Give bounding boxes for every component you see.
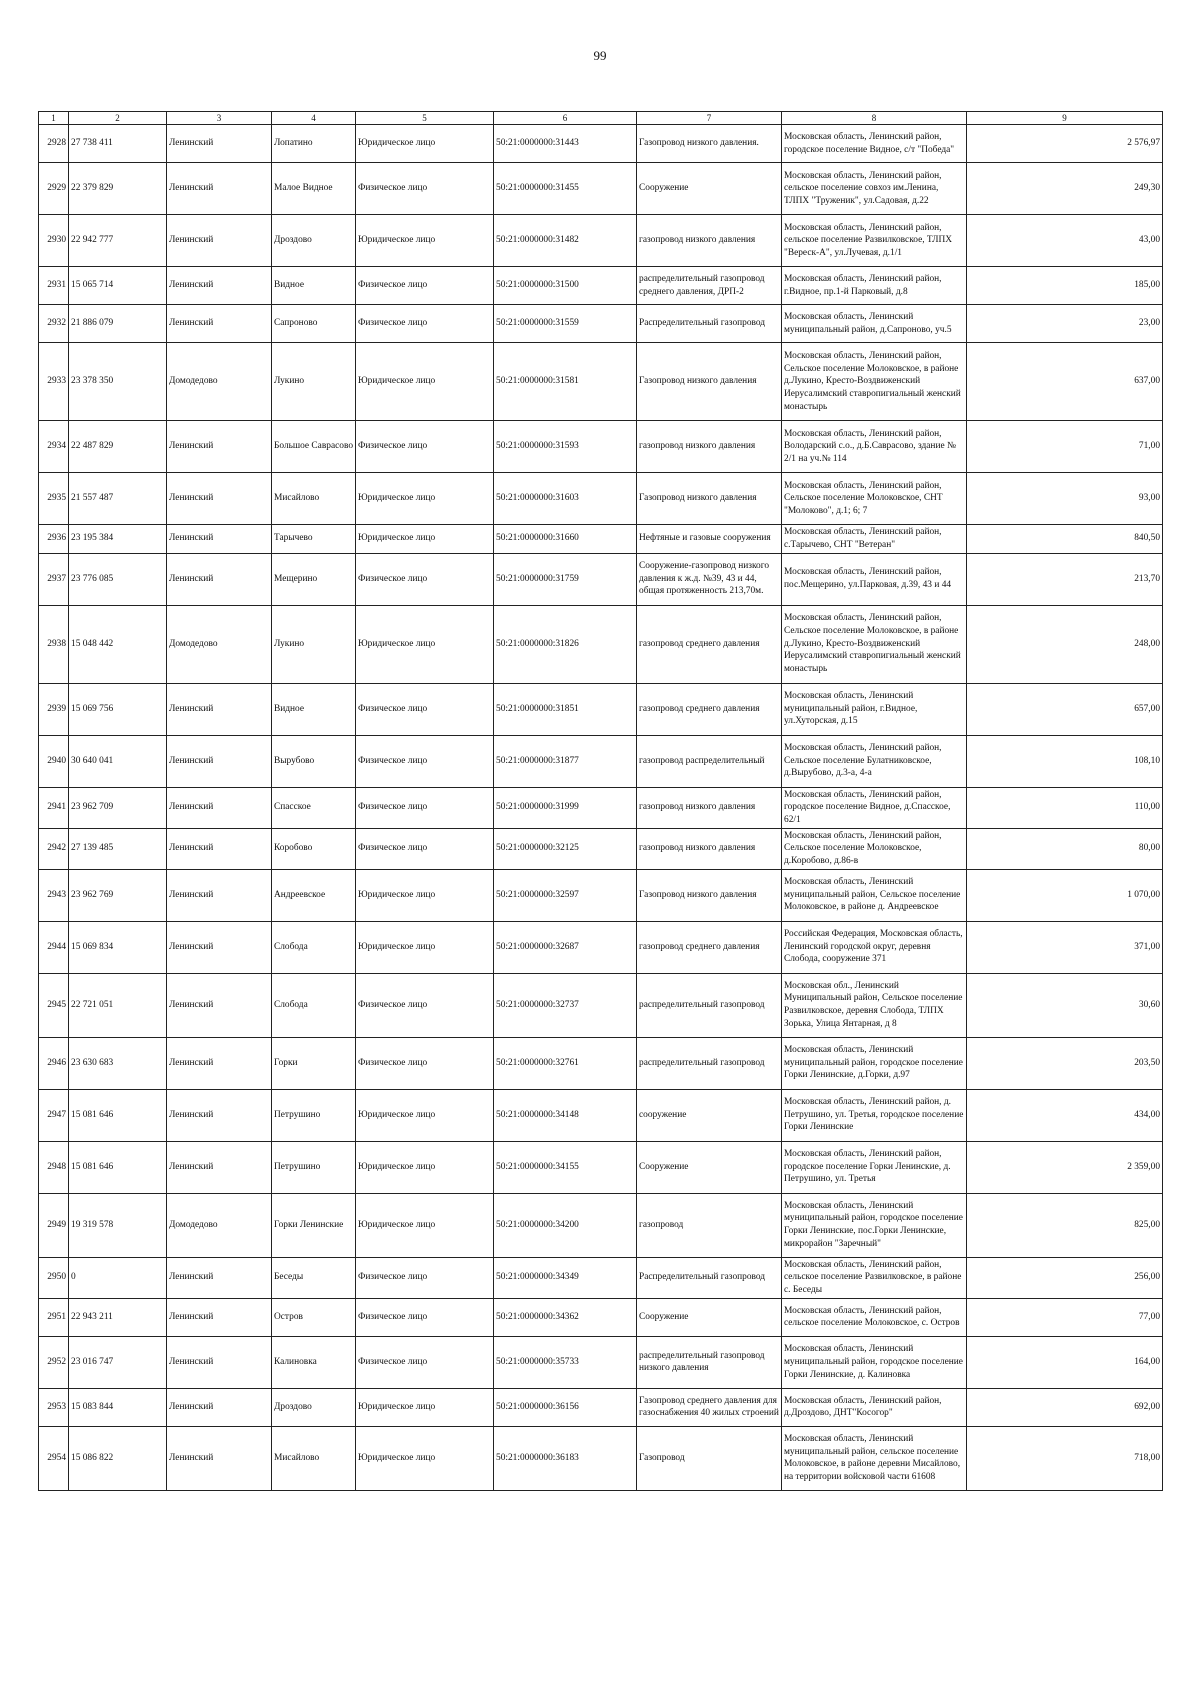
address-cell: Московская область, Ленинский район, г.Видное, пр.1-й Парковый, д.8 [782,267,967,305]
owner-type-cell: Физическое лицо [356,163,494,215]
table-row [39,1193,1163,1257]
row-number-cell: 2947 [39,1089,69,1141]
owner-type-cell: Физическое лицо [356,973,494,1037]
owner-type-cell: Юридическое лицо [356,605,494,683]
table-row [39,473,1163,525]
district-cell: Ленинский [167,683,272,735]
table-row [39,683,1163,735]
owner-type-cell: Юридическое лицо [356,473,494,525]
locality-cell: Коробово [272,828,356,869]
locality-cell: Беседы [272,1257,356,1298]
code-cell: 21 557 487 [69,473,167,525]
owner-type-cell: Юридическое лицо [356,1193,494,1257]
table-row [39,1426,1163,1490]
address-cell: Московская обл., Ленинский Муниципальный район, Сельское поселение Развилковское, деревня Слобода, ТЛПХ Зорька, Улица Янтарная, д 8 [782,973,967,1037]
code-cell: 22 379 829 [69,163,167,215]
cadastral-number-cell: 50:21:0000000:32125 [494,828,637,869]
object-type-cell: Сооружение [637,163,782,215]
area-cell: 213,70 [967,553,1163,605]
area-cell: 248,00 [967,605,1163,683]
table-row [39,525,1163,553]
cadastral-number-cell: 50:21:0000000:31999 [494,787,637,828]
locality-cell: Горки [272,1037,356,1089]
area-cell: 30,60 [967,973,1163,1037]
district-cell: Ленинский [167,305,272,343]
object-type-cell: распределительный газопровод среднего давления, ДРП-2 [637,267,782,305]
row-number-cell: 2949 [39,1193,69,1257]
column-header-5: 5 [356,112,494,125]
table-row [39,305,1163,343]
cadastral-number-cell: 50:21:0000000:31455 [494,163,637,215]
address-cell: Московская область, Ленинский район, городское поселение Видное, с/т "Победа" [782,125,967,163]
table-row [39,869,1163,921]
row-number-cell: 2946 [39,1037,69,1089]
district-cell: Ленинский [167,921,272,973]
code-cell: 15 048 442 [69,605,167,683]
address-cell: Московская область, Ленинский район, Сельское поселение Молоковское, СНТ "Молоково", д.1; 6; 7 [782,473,967,525]
cadastral-number-cell: 50:21:0000000:31482 [494,215,637,267]
row-number-cell: 2944 [39,921,69,973]
address-cell: Московская область, Ленинский муниципальный район, Сельское поселение Молоковское, в районе д. Андреевское [782,869,967,921]
district-cell: Ленинский [167,125,272,163]
district-cell: Ленинский [167,1388,272,1426]
district-cell: Ленинский [167,1037,272,1089]
row-number-cell: 2936 [39,525,69,553]
object-type-cell: Газопровод среднего давления для газоснабжения 40 жилых строений [637,1388,782,1426]
object-type-cell: Газопровод низкого давления [637,869,782,921]
owner-type-cell: Физическое лицо [356,828,494,869]
owner-type-cell: Физическое лицо [356,553,494,605]
cadastral-number-cell: 50:21:0000000:31443 [494,125,637,163]
owner-type-cell: Физическое лицо [356,305,494,343]
area-cell: 249,30 [967,163,1163,215]
locality-cell: Видное [272,267,356,305]
address-cell: Московская область, Ленинский район, сельское поселение Развилковское, в районе с. Беседы [782,1257,967,1298]
code-cell: 15 069 834 [69,921,167,973]
table-row [39,921,1163,973]
locality-cell: Лукино [272,343,356,421]
owner-type-cell: Юридическое лицо [356,125,494,163]
address-cell: Московская область, Ленинский муниципальный район, г.Видное, ул.Хуторская, д.15 [782,683,967,735]
row-number-cell: 2935 [39,473,69,525]
district-cell: Ленинский [167,1089,272,1141]
cadastral-number-cell: 50:21:0000000:31593 [494,421,637,473]
locality-cell: Слобода [272,921,356,973]
row-number-cell: 2943 [39,869,69,921]
object-type-cell: газопровод среднего давления [637,683,782,735]
row-number-cell: 2928 [39,125,69,163]
address-cell: Московская область, Ленинский район, сельское поселение совхоз им.Ленина, ТЛПХ "Труженик", ул.Садовая, д.22 [782,163,967,215]
locality-cell: Лопатино [272,125,356,163]
cadastral-number-cell: 50:21:0000000:31759 [494,553,637,605]
row-number-cell: 2942 [39,828,69,869]
cadastral-number-cell: 50:21:0000000:34362 [494,1298,637,1336]
row-number-cell: 2954 [39,1426,69,1490]
row-number-cell: 2938 [39,605,69,683]
row-number-cell: 2948 [39,1141,69,1193]
code-cell: 23 378 350 [69,343,167,421]
district-cell: Ленинский [167,525,272,553]
row-number-cell: 2932 [39,305,69,343]
locality-cell: Малое Видное [272,163,356,215]
row-number-cell: 2930 [39,215,69,267]
locality-cell: Сапроново [272,305,356,343]
row-number-cell: 2929 [39,163,69,215]
district-cell: Ленинский [167,1141,272,1193]
locality-cell: Петрушино [272,1141,356,1193]
locality-cell: Мещерино [272,553,356,605]
page-number: 99 [593,48,607,63]
locality-cell: Дроздово [272,1388,356,1426]
cadastral-number-cell: 50:21:0000000:31826 [494,605,637,683]
locality-cell: Петрушино [272,1089,356,1141]
cadastral-number-cell: 50:21:0000000:32597 [494,869,637,921]
address-cell: Московская область, Ленинский район, Сельское поселение Молоковское, в районе д.Лукино, Кресто-Воздвиженский Иерусалимский ставропигиальный женский монастырь [782,605,967,683]
code-cell: 23 962 769 [69,869,167,921]
object-type-cell: газопровод низкого давления [637,421,782,473]
table-row [39,973,1163,1037]
column-header-1: 1 [39,112,69,125]
table-row [39,421,1163,473]
table-row [39,1089,1163,1141]
code-cell: 22 943 211 [69,1298,167,1336]
owner-type-cell: Физическое лицо [356,1336,494,1388]
address-cell: Московская область, Ленинский район, Сельское поселение Молоковское, д.Коробово, д.86-в [782,828,967,869]
locality-cell: Спасское [272,787,356,828]
locality-cell: Вырубово [272,735,356,787]
object-type-cell: Сооружение [637,1141,782,1193]
area-cell: 203,50 [967,1037,1163,1089]
address-cell: Московская область, Ленинский район, с.Тарычево, СНТ "Ветеран" [782,525,967,553]
address-cell: Московская область, Ленинский муниципальный район, сельское поселение Молоковское, в районе деревни Мисайлово, на территории войсковой части 61608 [782,1426,967,1490]
locality-cell: Тарычево [272,525,356,553]
locality-cell: Остров [272,1298,356,1336]
district-cell: Домодедово [167,343,272,421]
area-cell: 93,00 [967,473,1163,525]
area-cell: 23,00 [967,305,1163,343]
cadastral-number-cell: 50:21:0000000:36183 [494,1426,637,1490]
owner-type-cell: Юридическое лицо [356,1388,494,1426]
object-type-cell: газопровод низкого давления [637,787,782,828]
owner-type-cell: Физическое лицо [356,1037,494,1089]
cadastral-number-cell: 50:21:0000000:31559 [494,305,637,343]
district-cell: Домодедово [167,605,272,683]
row-number-cell: 2953 [39,1388,69,1426]
locality-cell: Дроздово [272,215,356,267]
owner-type-cell: Физическое лицо [356,787,494,828]
code-cell: 21 886 079 [69,305,167,343]
row-number-cell: 2940 [39,735,69,787]
code-cell: 15 081 646 [69,1141,167,1193]
cadastral-number-cell: 50:21:0000000:34349 [494,1257,637,1298]
address-cell: Московская область, Ленинский муниципальный район, д.Сапроново, уч.5 [782,305,967,343]
address-cell: Московская область, Ленинский район, сельское поселение Развилковское, ТЛПХ "Вереск-А", ул.Лучевая, д.1/1 [782,215,967,267]
locality-cell: Видное [272,683,356,735]
cadastral-number-cell: 50:21:0000000:31660 [494,525,637,553]
table-row [39,787,1163,828]
address-cell: Московская область, Ленинский район, д. Петрушино, ул. Третья, городское поселение Горки Ленинские [782,1089,967,1141]
header-row [39,112,1163,125]
area-cell: 840,50 [967,525,1163,553]
object-type-cell: газопровод среднего давления [637,605,782,683]
object-type-cell: сооружение [637,1089,782,1141]
owner-type-cell: Физическое лицо [356,683,494,735]
column-header-6: 6 [494,112,637,125]
row-number-cell: 2934 [39,421,69,473]
object-type-cell: Распределительный газопровод [637,1257,782,1298]
table-row [39,267,1163,305]
district-cell: Ленинский [167,973,272,1037]
area-cell: 80,00 [967,828,1163,869]
area-cell: 43,00 [967,215,1163,267]
table-row [39,1336,1163,1388]
area-cell: 637,00 [967,343,1163,421]
object-type-cell: газопровод низкого давления [637,828,782,869]
row-number-cell: 2937 [39,553,69,605]
area-cell: 657,00 [967,683,1163,735]
address-cell: Московская область, Ленинский район, д.Дроздово, ДНТ"Косогор" [782,1388,967,1426]
locality-cell: Калиновка [272,1336,356,1388]
owner-type-cell: Физическое лицо [356,267,494,305]
code-cell: 23 630 683 [69,1037,167,1089]
cadastral-number-cell: 50:21:0000000:31603 [494,473,637,525]
area-cell: 2 576,97 [967,125,1163,163]
object-type-cell: Газопровод низкого давления [637,343,782,421]
code-cell: 27 738 411 [69,125,167,163]
table-row [39,828,1163,869]
table-row [39,735,1163,787]
table-row [39,1388,1163,1426]
object-type-cell: распределительный газопровод [637,1037,782,1089]
code-cell: 19 319 578 [69,1193,167,1257]
district-cell: Ленинский [167,1426,272,1490]
object-type-cell: Газопровод низкого давления [637,473,782,525]
district-cell: Ленинский [167,828,272,869]
area-cell: 692,00 [967,1388,1163,1426]
object-type-cell: газопровод среднего давления [637,921,782,973]
object-type-cell: газопровод [637,1193,782,1257]
table-row [39,163,1163,215]
row-number-cell: 2939 [39,683,69,735]
area-cell: 77,00 [967,1298,1163,1336]
column-header-3: 3 [167,112,272,125]
column-header-9: 9 [967,112,1163,125]
address-cell: Московская область, Ленинский муниципальный район, городское поселение Горки Ленинские, д. Калиновка [782,1336,967,1388]
cadastral-number-cell: 50:21:0000000:31500 [494,267,637,305]
owner-type-cell: Юридическое лицо [356,1426,494,1490]
address-cell: Московская область, Ленинский муниципальный район, городское поселение Горки Ленинские, д.Горки, д.97 [782,1037,967,1089]
table-row [39,1257,1163,1298]
address-cell: Московская область, Ленинский муниципальный район, городское поселение Горки Ленинские, пос.Горки Ленинские, микрорайон "Заречный" [782,1193,967,1257]
row-number-cell: 2941 [39,787,69,828]
owner-type-cell: Юридическое лицо [356,869,494,921]
column-header-7: 7 [637,112,782,125]
cadastral-number-cell: 50:21:0000000:34148 [494,1089,637,1141]
table-row [39,1298,1163,1336]
district-cell: Ленинский [167,787,272,828]
code-cell: 23 195 384 [69,525,167,553]
owner-type-cell: Юридическое лицо [356,343,494,421]
table-row [39,215,1163,267]
locality-cell: Андреевское [272,869,356,921]
table-row [39,343,1163,421]
owner-type-cell: Юридическое лицо [356,215,494,267]
locality-cell: Мисайлово [272,473,356,525]
row-number-cell: 2952 [39,1336,69,1388]
object-type-cell: газопровод низкого давления [637,215,782,267]
code-cell: 15 081 646 [69,1089,167,1141]
area-cell: 164,00 [967,1336,1163,1388]
district-cell: Ленинский [167,421,272,473]
row-number-cell: 2945 [39,973,69,1037]
district-cell: Ленинский [167,869,272,921]
area-cell: 718,00 [967,1426,1163,1490]
code-cell: 23 776 085 [69,553,167,605]
code-cell: 15 086 822 [69,1426,167,1490]
address-cell: Московская область, Ленинский район, Сельское поселение Булатниковское, д.Вырубово, д.3-а, 4-а [782,735,967,787]
locality-cell: Лукино [272,605,356,683]
owner-type-cell: Юридическое лицо [356,525,494,553]
owner-type-cell: Физическое лицо [356,1257,494,1298]
code-cell: 15 069 756 [69,683,167,735]
address-cell: Московская область, Ленинский район, Володарский с.о., д.Б.Саврасово, здание № 2/1 на уч.№ 114 [782,421,967,473]
code-cell: 22 721 051 [69,973,167,1037]
area-cell: 71,00 [967,421,1163,473]
object-type-cell: газопровод распределительный [637,735,782,787]
locality-cell: Мисайлово [272,1426,356,1490]
locality-cell: Большое Саврасово [272,421,356,473]
area-cell: 256,00 [967,1257,1163,1298]
object-type-cell: Нефтяные и газовые сооружения [637,525,782,553]
address-cell: Московская область, Ленинский район, пос.Мещерино, ул.Парковая, д.39, 43 и 44 [782,553,967,605]
area-cell: 185,00 [967,267,1163,305]
cadastral-number-cell: 50:21:0000000:32737 [494,973,637,1037]
object-type-cell: Газопровод низкого давления. [637,125,782,163]
cadastral-number-cell: 50:21:0000000:34155 [494,1141,637,1193]
code-cell: 15 065 714 [69,267,167,305]
address-cell: Московская область, Ленинский район, Сельское поселение Молоковское, в районе д.Лукино, Кресто-Воздвиженский Иерусалимский ставропигиальный женский монастырь [782,343,967,421]
district-cell: Ленинский [167,163,272,215]
table-row [39,1037,1163,1089]
code-cell: 22 942 777 [69,215,167,267]
area-cell: 371,00 [967,921,1163,973]
area-cell: 110,00 [967,787,1163,828]
owner-type-cell: Физическое лицо [356,1298,494,1336]
district-cell: Ленинский [167,553,272,605]
cadastral-number-cell: 50:21:0000000:36156 [494,1388,637,1426]
cadastral-number-cell: 50:21:0000000:31877 [494,735,637,787]
area-cell: 825,00 [967,1193,1163,1257]
column-header-4: 4 [272,112,356,125]
district-cell: Ленинский [167,735,272,787]
cadastral-number-cell: 50:21:0000000:35733 [494,1336,637,1388]
row-number-cell: 2933 [39,343,69,421]
column-header-8: 8 [782,112,967,125]
district-cell: Ленинский [167,1298,272,1336]
table-row [39,553,1163,605]
code-cell: 22 487 829 [69,421,167,473]
district-cell: Ленинский [167,1257,272,1298]
row-number-cell: 2950 [39,1257,69,1298]
object-type-cell: Газопровод [637,1426,782,1490]
district-cell: Ленинский [167,215,272,267]
column-header-2: 2 [69,112,167,125]
area-cell: 2 359,00 [967,1141,1163,1193]
cadastral-number-cell: 50:21:0000000:34200 [494,1193,637,1257]
address-cell: Московская область, Ленинский район, городское поселение Видное, д.Спасское, 62/1 [782,787,967,828]
table-row [39,605,1163,683]
address-cell: Российская Федерация, Московская область, Ленинский городской округ, деревня Слобода, сооружение 371 [782,921,967,973]
row-number-cell: 2931 [39,267,69,305]
address-cell: Московская область, Ленинский район, городское поселение Горки Ленинские, д. Петрушино, ул. Третья [782,1141,967,1193]
district-cell: Ленинский [167,473,272,525]
cadastral-number-cell: 50:21:0000000:31851 [494,683,637,735]
district-cell: Домодедово [167,1193,272,1257]
object-type-cell: распределительный газопровод [637,973,782,1037]
owner-type-cell: Юридическое лицо [356,1089,494,1141]
table-row [39,125,1163,163]
owner-type-cell: Физическое лицо [356,735,494,787]
district-cell: Ленинский [167,267,272,305]
area-cell: 108,10 [967,735,1163,787]
row-number-cell: 2951 [39,1298,69,1336]
code-cell: 23 016 747 [69,1336,167,1388]
object-type-cell: Распределительный газопровод [637,305,782,343]
owner-type-cell: Юридическое лицо [356,1141,494,1193]
owner-type-cell: Юридическое лицо [356,921,494,973]
cadastral-number-cell: 50:21:0000000:32687 [494,921,637,973]
code-cell: 23 962 709 [69,787,167,828]
table-body [39,125,1163,1491]
cadastral-number-cell: 50:21:0000000:31581 [494,343,637,421]
code-cell: 0 [69,1257,167,1298]
table-row [39,1141,1163,1193]
registry-table [38,111,1163,1491]
locality-cell: Слобода [272,973,356,1037]
cadastral-number-cell: 50:21:0000000:32761 [494,1037,637,1089]
area-cell: 434,00 [967,1089,1163,1141]
code-cell: 30 640 041 [69,735,167,787]
locality-cell: Горки Ленинские [272,1193,356,1257]
owner-type-cell: Физическое лицо [356,421,494,473]
object-type-cell: Сооружение-газопровод низкого давления к ж.д. №39, 43 и 44, общая протяженность 213,70м. [637,553,782,605]
code-cell: 27 139 485 [69,828,167,869]
code-cell: 15 083 844 [69,1388,167,1426]
object-type-cell: Сооружение [637,1298,782,1336]
object-type-cell: распределительный газопровод низкого давления [637,1336,782,1388]
area-cell: 1 070,00 [967,869,1163,921]
address-cell: Московская область, Ленинский район, сельское поселение Молоковское, с. Остров [782,1298,967,1336]
district-cell: Ленинский [167,1336,272,1388]
